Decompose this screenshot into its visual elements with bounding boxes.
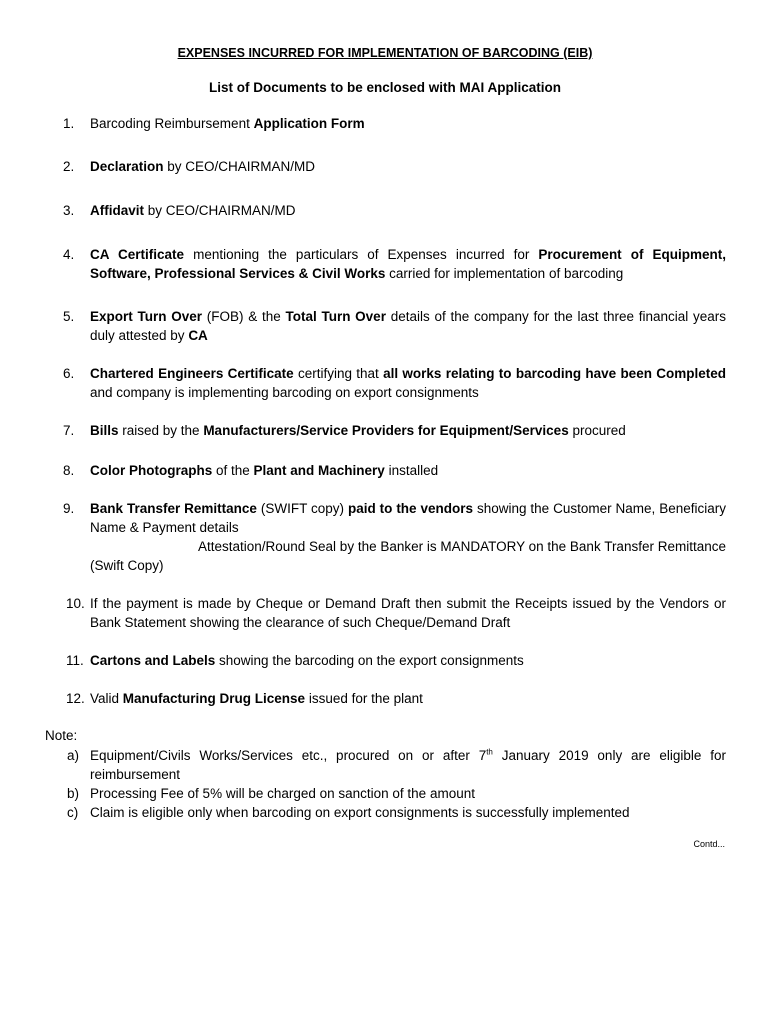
item-text-bold: Color Photographs: [90, 463, 213, 478]
note-item-a: [67, 746, 726, 784]
item-text: (FOB) & the: [202, 309, 286, 324]
document-title: EXPENSES INCURRED FOR IMPLEMENTATION OF BARCODING (EIB): [177, 46, 593, 60]
note-letter: b): [67, 786, 80, 801]
item-text-bold: Manufacturing Drug License: [122, 691, 306, 706]
item-text: showing the barcoding on the export consignments: [215, 653, 524, 668]
item-text-bold: paid to the vendors: [347, 501, 474, 516]
item-text: by CEO/CHAIRMAN/MD: [144, 203, 296, 218]
item-number: 1.: [63, 116, 75, 131]
item-text-bold: Bank Transfer Remittance: [90, 501, 257, 516]
list-item-6: [63, 364, 726, 402]
attestation-note-cont: (Swift Copy): [90, 558, 164, 573]
item-number: 4.: [63, 247, 75, 262]
item-number: 7.: [63, 423, 75, 438]
item-text: raised by the: [118, 423, 204, 438]
item-text-bold: Affidavit: [90, 203, 144, 218]
note-item-c: [67, 803, 726, 822]
note-text: Claim is eligible only when barcoding on export consignments is successfully implemented: [90, 805, 630, 820]
note-text: Processing Fee of 5% will be charged on sanction of the amount: [90, 786, 475, 801]
item-text: procured: [568, 423, 626, 438]
list-item-5: [63, 307, 726, 345]
item-text: details of the company for the last three financial years duly attested by: [90, 309, 726, 343]
item-text: installed: [384, 463, 439, 478]
item-number: 10.: [66, 596, 85, 611]
item-text: carried for implementation of barcoding: [385, 266, 624, 281]
note-text: January 2019 only are eligible for reimbursement: [90, 748, 726, 782]
item-text: If the payment is made by Cheque or Demand Draft then submit the Receipts issued by the Vendors or Bank Statement showing the clearance of such Cheque/Demand Draft: [90, 596, 726, 630]
item-text-bold: Bills: [90, 423, 119, 438]
note-item-b: [67, 784, 726, 803]
item-text-bold: Cartons and Labels: [90, 653, 216, 668]
item-number: 12.: [66, 691, 85, 706]
item-number: 2.: [63, 159, 75, 174]
item-text-bold: all works relating to barcoding have been Completed: [383, 366, 726, 381]
attestation-note: Attestation/Round Seal by the Banker is MANDATORY on the Bank Transfer Remittance: [197, 539, 726, 554]
list-item-11: [66, 651, 726, 670]
list-item-7: [63, 421, 726, 440]
note-letter: a): [67, 748, 80, 763]
item-number: 11.: [66, 653, 84, 668]
item-text-bold: Application Form: [253, 116, 365, 131]
item-text-bold: CA: [188, 328, 208, 343]
item-text-bold: Procurement of Equipment, Software, Professional Services & Civil Works: [90, 247, 726, 281]
list-item-1: [63, 114, 726, 133]
item-text: Valid: [90, 691, 123, 706]
item-text-bold: CA Certificate: [90, 247, 185, 262]
note-superscript: th: [486, 747, 493, 757]
list-item-8: [63, 461, 726, 480]
item-text: Barcoding Reimbursement: [90, 116, 254, 131]
item-text: showing the Customer Name, Beneficiary Name & Payment details: [90, 501, 727, 535]
item-text: and company is implementing barcoding on export consignments: [90, 385, 479, 400]
item-text: of the: [212, 463, 254, 478]
note-label: Note:: [45, 728, 78, 743]
item-number: 3.: [63, 203, 75, 218]
item-text-bold: Chartered Engineers Certificate: [90, 366, 294, 381]
item-text-bold: Manufacturers/Service Providers for Equipment/Services: [203, 423, 569, 438]
item-text: issued for the plant: [305, 691, 423, 706]
item-text: by CEO/CHAIRMAN/MD: [163, 159, 316, 174]
list-item-3: [63, 201, 726, 220]
item-text-bold: Plant and Machinery: [253, 463, 385, 478]
list-item-10: [66, 594, 726, 632]
note-text: Equipment/Civils Works/Services etc., procured on or after 7: [90, 748, 487, 763]
item-text: certifying that: [293, 366, 384, 381]
item-number: 8.: [63, 463, 75, 478]
item-text-bold: Declaration: [90, 159, 164, 174]
item-number: 9.: [63, 501, 75, 516]
item-number: 6.: [63, 366, 75, 381]
list-item-12: [66, 689, 726, 708]
item-number: 5.: [63, 309, 75, 324]
item-text-bold: Total Turn Over: [285, 309, 386, 324]
list-item-2: [63, 157, 726, 176]
list-item-4: [63, 245, 726, 283]
item-text-bold: Export Turn Over: [90, 309, 202, 324]
item-text: mentioning the particulars of Expenses incurred for: [184, 247, 539, 262]
continued-label: Contd...: [693, 839, 725, 849]
note-letter: c): [67, 805, 79, 820]
list-item-9: [63, 499, 727, 575]
item-text: (SWIFT copy): [256, 501, 348, 516]
document-subtitle: List of Documents to be enclosed with MAI Application: [208, 80, 561, 95]
